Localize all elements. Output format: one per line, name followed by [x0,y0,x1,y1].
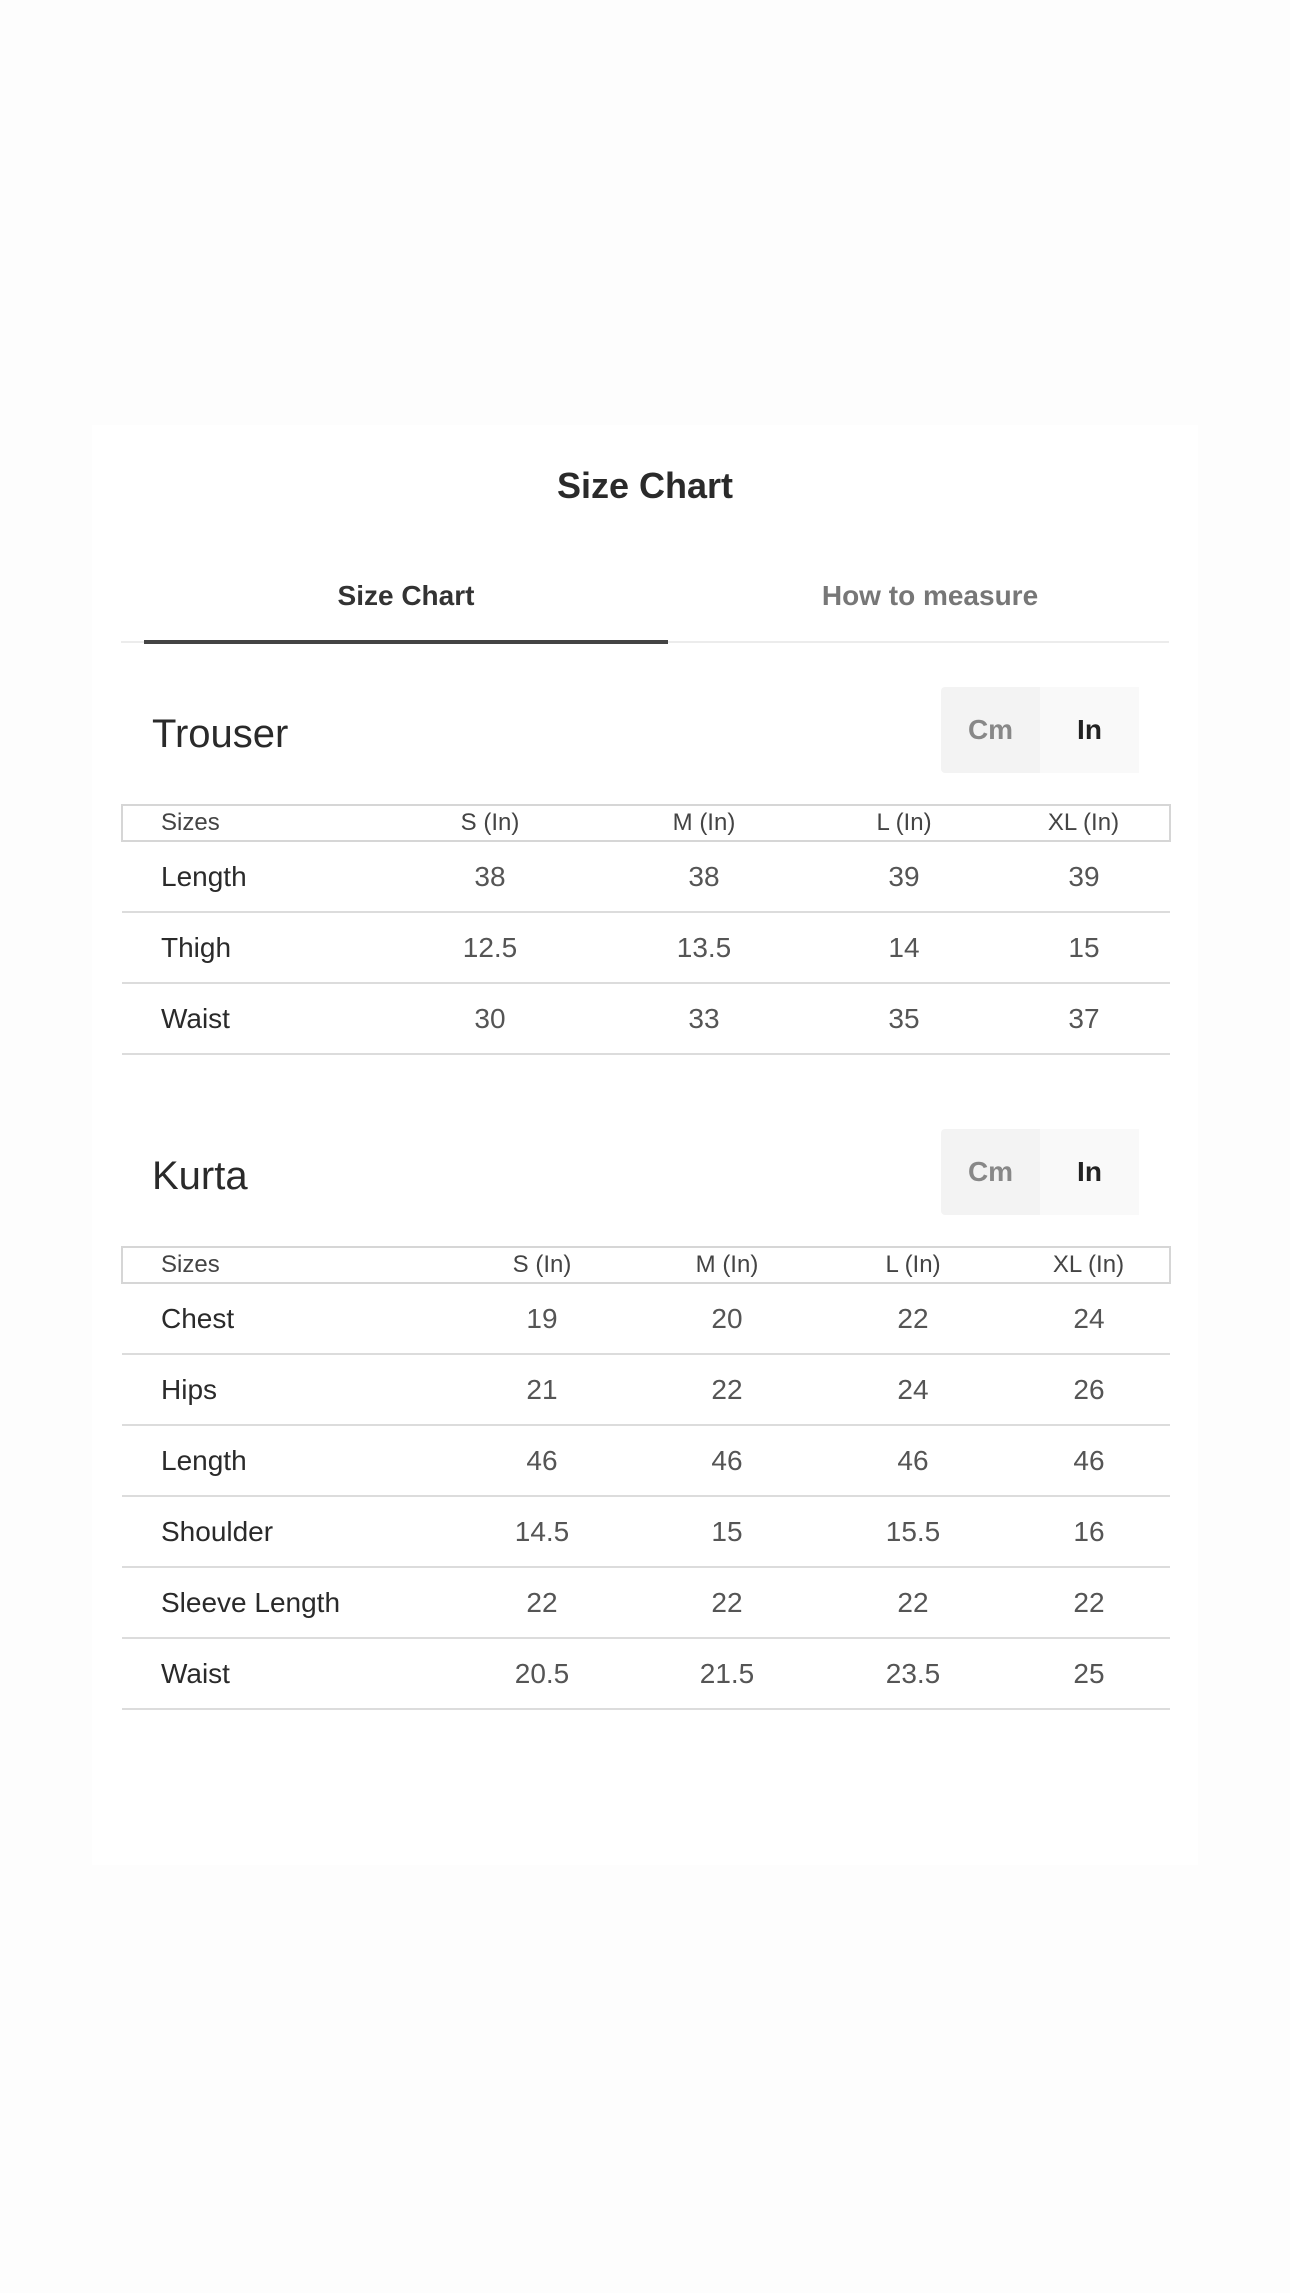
table-cell: 14.5 [448,1496,636,1567]
table-row [122,912,1170,983]
unit-in-button[interactable]: In [1040,687,1139,773]
tab-size-chart[interactable]: Size Chart [337,580,475,611]
column-header: L (In) [818,1247,1008,1283]
table-cell: 20 [636,1283,818,1354]
section-title-trouser: Trouser [152,712,289,756]
table-cell: 25 [1008,1638,1170,1709]
table-row [122,1283,1170,1354]
column-header: S (In) [382,805,598,841]
table-cell: 20.5 [448,1638,636,1709]
table-cell: 24 [818,1354,1008,1425]
column-header: Sizes [122,1247,448,1283]
column-header: M (In) [598,805,810,841]
table-cell: 12.5 [382,912,598,983]
table-cell: 21 [448,1354,636,1425]
table-cell: 22 [636,1567,818,1638]
table-row [122,1638,1170,1709]
table-cell: 46 [448,1425,636,1496]
measure-label: Chest [122,1283,448,1354]
table-cell: 23.5 [818,1638,1008,1709]
table-cell: 22 [448,1567,636,1638]
kurta-section [121,1129,1169,1729]
table-cell: 37 [998,983,1170,1054]
column-header: XL (In) [998,805,1170,841]
table-cell: 39 [810,841,998,912]
table-cell: 35 [810,983,998,1054]
table-cell: 22 [818,1567,1008,1638]
measure-label: Waist [122,1638,448,1709]
table-cell: 38 [382,841,598,912]
table-cell: 19 [448,1283,636,1354]
table-row [122,1354,1170,1425]
table-cell: 14 [810,912,998,983]
kurta-size-table [121,1246,1171,1710]
table-cell: 22 [1008,1567,1170,1638]
table-cell: 26 [1008,1354,1170,1425]
table-cell: 24 [1008,1283,1170,1354]
unit-cm-button[interactable]: Cm [967,714,1014,745]
trouser-section [121,687,1169,1047]
table-cell: 39 [998,841,1170,912]
measure-label: Thigh [122,912,382,983]
size-chart-modal [92,425,1198,1865]
measure-label: Length [122,1425,448,1496]
table-cell: 46 [636,1425,818,1496]
unit-toggle-trouser [941,687,1139,773]
tab-how-to-measure[interactable]: How to measure [821,580,1039,611]
table-cell: 46 [818,1425,1008,1496]
table-cell: 21.5 [636,1638,818,1709]
table-cell: 33 [598,983,810,1054]
measure-label: Hips [122,1354,448,1425]
measure-label: Sleeve Length [122,1567,448,1638]
table-cell: 13.5 [598,912,810,983]
table-header-row [122,805,1170,841]
table-cell: 46 [1008,1425,1170,1496]
measure-label: Waist [122,983,382,1054]
measure-label: Length [122,841,382,912]
section-title-kurta: Kurta [152,1154,248,1198]
table-cell: 15 [636,1496,818,1567]
unit-toggle-kurta [941,1129,1139,1215]
column-header: S (In) [448,1247,636,1283]
table-cell: 22 [636,1354,818,1425]
table-row [122,841,1170,912]
tab-bar [121,550,1169,643]
column-header: XL (In) [1008,1247,1170,1283]
table-row [122,1567,1170,1638]
table-cell: 15.5 [818,1496,1008,1567]
unit-in-button[interactable]: In [1040,1129,1139,1215]
table-row [122,983,1170,1054]
column-header: M (In) [636,1247,818,1283]
unit-cm-button[interactable]: Cm [967,1156,1014,1187]
table-row [122,1496,1170,1567]
table-cell: 22 [818,1283,1008,1354]
column-header: L (In) [810,805,998,841]
table-row [122,1425,1170,1496]
modal-title: Size Chart [556,465,734,506]
active-tab-indicator [144,640,668,644]
table-cell: 38 [598,841,810,912]
table-cell: 15 [998,912,1170,983]
table-cell: 16 [1008,1496,1170,1567]
table-cell: 30 [382,983,598,1054]
measure-label: Shoulder [122,1496,448,1567]
trouser-size-table [121,804,1171,1055]
table-header-row [122,1247,1170,1283]
column-header: Sizes [122,805,382,841]
